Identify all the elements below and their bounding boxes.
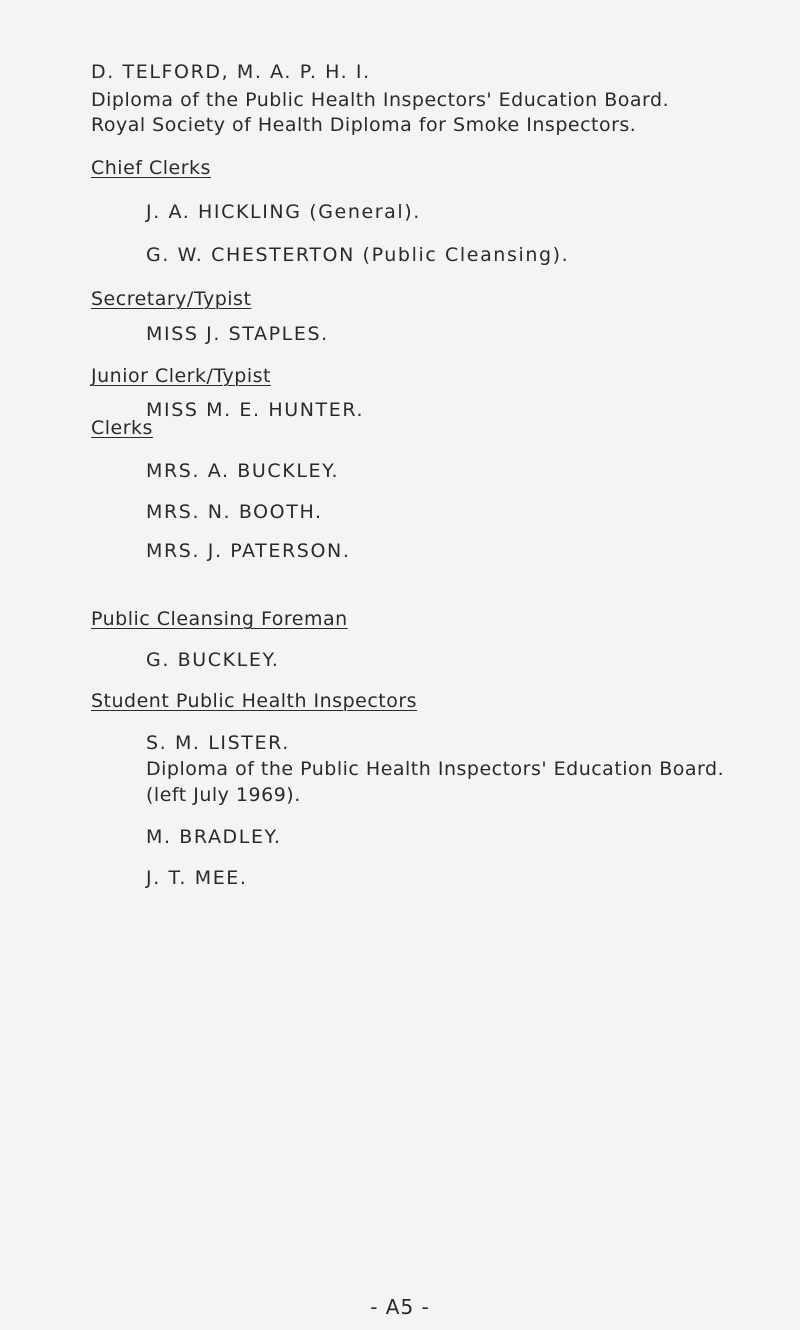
junior-clerk-typist-entry: MISS M. E. HUNTER. <box>146 399 365 421</box>
student-inspector-entry: J. T. MEE. <box>146 867 248 889</box>
officer-qualification-1: Diploma of the Public Health Inspectors' Education Board. <box>91 89 670 111</box>
secretary-typist-entry: MISS J. STAPLES. <box>146 323 329 345</box>
student-inspector-entry: S. M. LISTER. <box>146 732 290 754</box>
student-inspector-note: Diploma of the Public Health Inspectors' Education Board. <box>146 758 725 780</box>
student-inspector-note: (left July 1969). <box>146 784 301 806</box>
chief-clerk-entry: J. A. HICKLING (General). <box>146 201 421 223</box>
clerk-entry: MRS. J. PATERSON. <box>146 540 351 562</box>
section-heading-public-cleansing-foreman: Public Cleansing Foreman <box>91 608 348 630</box>
section-heading-chief-clerks: Chief Clerks <box>91 157 211 179</box>
officer-qualification-2: Royal Society of Health Diploma for Smoke Inspectors. <box>91 114 637 136</box>
section-heading-clerks: Clerks <box>91 417 153 439</box>
foreman-entry: G. BUCKLEY. <box>146 649 280 671</box>
page-number: - A5 - <box>370 1295 430 1319</box>
chief-clerk-entry: G. W. CHESTERTON (Public Cleansing). <box>146 244 570 266</box>
officer-name: D. TELFORD, M. A. P. H. I. <box>91 61 371 83</box>
section-heading-student-inspectors: Student Public Health Inspectors <box>91 690 418 712</box>
clerk-entry: MRS. N. BOOTH. <box>146 501 323 523</box>
section-heading-secretary-typist: Secretary/Typist <box>91 288 252 310</box>
clerk-entry: MRS. A. BUCKLEY. <box>146 460 340 482</box>
student-inspector-entry: M. BRADLEY. <box>146 826 282 848</box>
section-heading-junior-clerk-typist: Junior Clerk/Typist <box>91 365 271 387</box>
